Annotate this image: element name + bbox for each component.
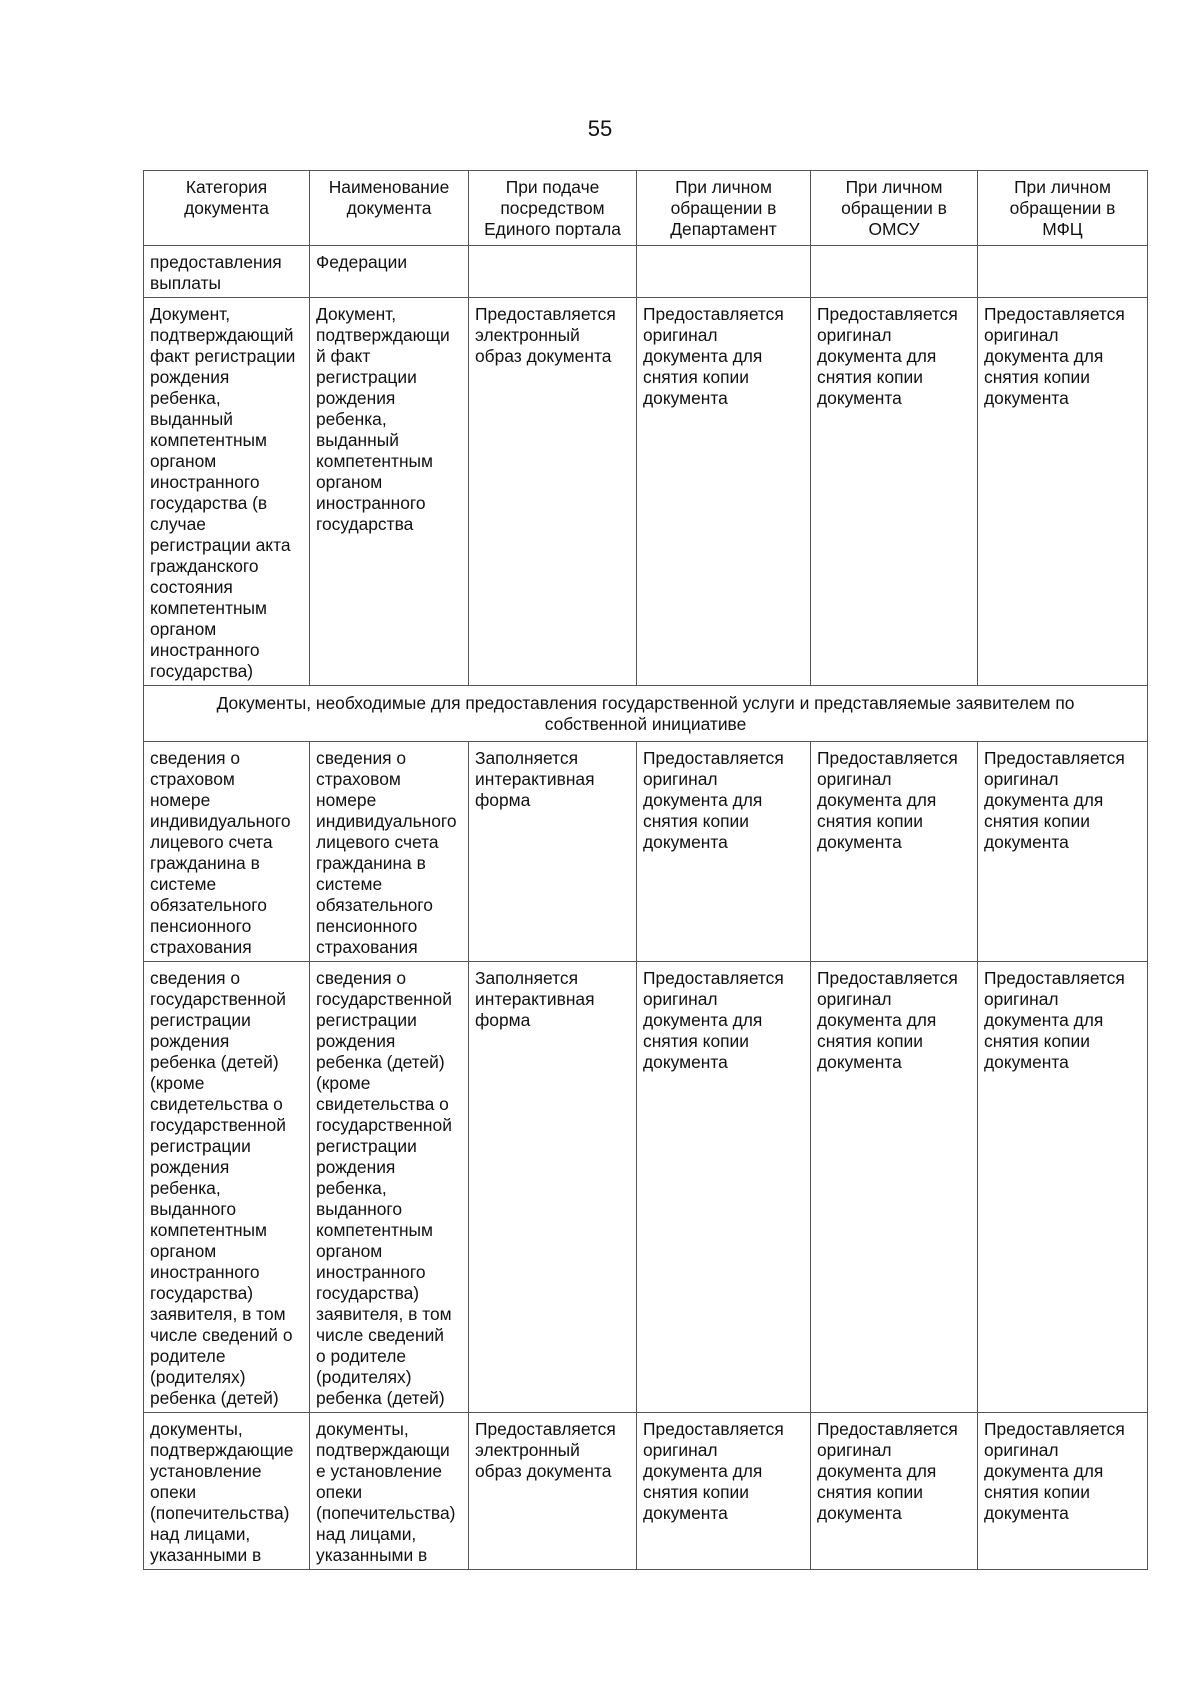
- table-cell: Предоставляется оригинал документа для снятия копии документа: [811, 298, 978, 686]
- table-row: [144, 298, 1148, 686]
- page-number: 55: [587, 116, 613, 141]
- table-cell: сведения о страховом номере индивидуального лицевого счета гражданина в системе обязательного пенсионного страхования: [144, 742, 310, 962]
- table-cell: сведения о страховом номере индивидуального лицевого счета гражданина в системе обязательного пенсионного страхования: [310, 742, 469, 962]
- table-cell: Предоставляется оригинал документа для снятия копии документа: [811, 1413, 978, 1570]
- table-cell: документы, подтверждающи е установление опеки (попечительства) над лицами, указанными в: [310, 1413, 469, 1570]
- table-row: [144, 1413, 1148, 1570]
- table-cell: Федерации: [310, 246, 469, 298]
- table-cell: предоставления выплаты: [144, 246, 310, 298]
- section-row: [144, 686, 1148, 742]
- table-cell: Заполняется интерактивная форма: [469, 742, 637, 962]
- table-cell: [469, 246, 637, 298]
- table-cell: Заполняется интерактивная форма: [469, 962, 637, 1413]
- table-cell: Предоставляется оригинал документа для снятия копии документа: [978, 298, 1148, 686]
- table-cell: сведения о государственной регистрации рождения ребенка (детей) (кроме свидетельства о государственной регистрации рождения ребенка, выданного компетентным органом иностранного государства) заявителя, в том числе сведений о родителе (родителях) ребенка (детей): [310, 962, 469, 1413]
- table-cell: [811, 246, 978, 298]
- header-document-name: Наименование документа: [310, 171, 469, 246]
- table-cell: Предоставляется оригинал документа для снятия копии документа: [811, 742, 978, 962]
- documents-table: [143, 170, 1148, 1570]
- table-cell: Документ, подтверждающий факт регистрации рождения ребенка, выданный компетентным органом иностранного государства (в случае регистрации акта гражданского состояния компетентным органом иностранного государства): [144, 298, 310, 686]
- header-omsu: При личном обращении в ОМСУ: [811, 171, 978, 246]
- table-cell: Предоставляется оригинал документа для снятия копии документа: [637, 298, 811, 686]
- header-unified-portal: При подаче посредством Единого портала: [469, 171, 637, 246]
- table-cell: сведения о государственной регистрации рождения ребенка (детей) (кроме свидетельства о государственной регистрации рождения ребенка, выданного компетентным органом иностранного государства) заявителя, в том числе сведений о родителе (родителях) ребенка (детей): [144, 962, 310, 1413]
- table-cell: Предоставляется оригинал документа для снятия копии документа: [637, 962, 811, 1413]
- table-cell: [637, 246, 811, 298]
- table-cell: Предоставляется оригинал документа для снятия копии документа: [978, 962, 1148, 1413]
- table-cell: Предоставляется оригинал документа для снятия копии документа: [978, 742, 1148, 962]
- table-cell: Предоставляется электронный образ документа: [469, 298, 637, 686]
- table-cell: документы, подтверждающие установление опеки (попечительства) над лицами, указанными в: [144, 1413, 310, 1570]
- table-cell: Предоставляется оригинал документа для снятия копии документа: [637, 1413, 811, 1570]
- table-row: [144, 962, 1148, 1413]
- table-cell: [978, 246, 1148, 298]
- header-department: При личном обращении в Департамент: [637, 171, 811, 246]
- header-document-category: Категория документа: [144, 171, 310, 246]
- table-cell: Предоставляется оригинал документа для снятия копии документа: [811, 962, 978, 1413]
- table-row: [144, 742, 1148, 962]
- table-row: [144, 246, 1148, 298]
- header-mfc: При личном обращении в МФЦ: [978, 171, 1148, 246]
- table-cell: Предоставляется электронный образ документа: [469, 1413, 637, 1570]
- table-header-row: [144, 171, 1148, 246]
- section-heading: Документы, необходимые для предоставления государственной услуги и представляемые заявителем по собственной инициативе: [144, 686, 1148, 742]
- table-cell: Документ, подтверждающи й факт регистрации рождения ребенка, выданный компетентным органом иностранного государства: [310, 298, 469, 686]
- table-cell: Предоставляется оригинал документа для снятия копии документа: [978, 1413, 1148, 1570]
- table-cell: Предоставляется оригинал документа для снятия копии документа: [637, 742, 811, 962]
